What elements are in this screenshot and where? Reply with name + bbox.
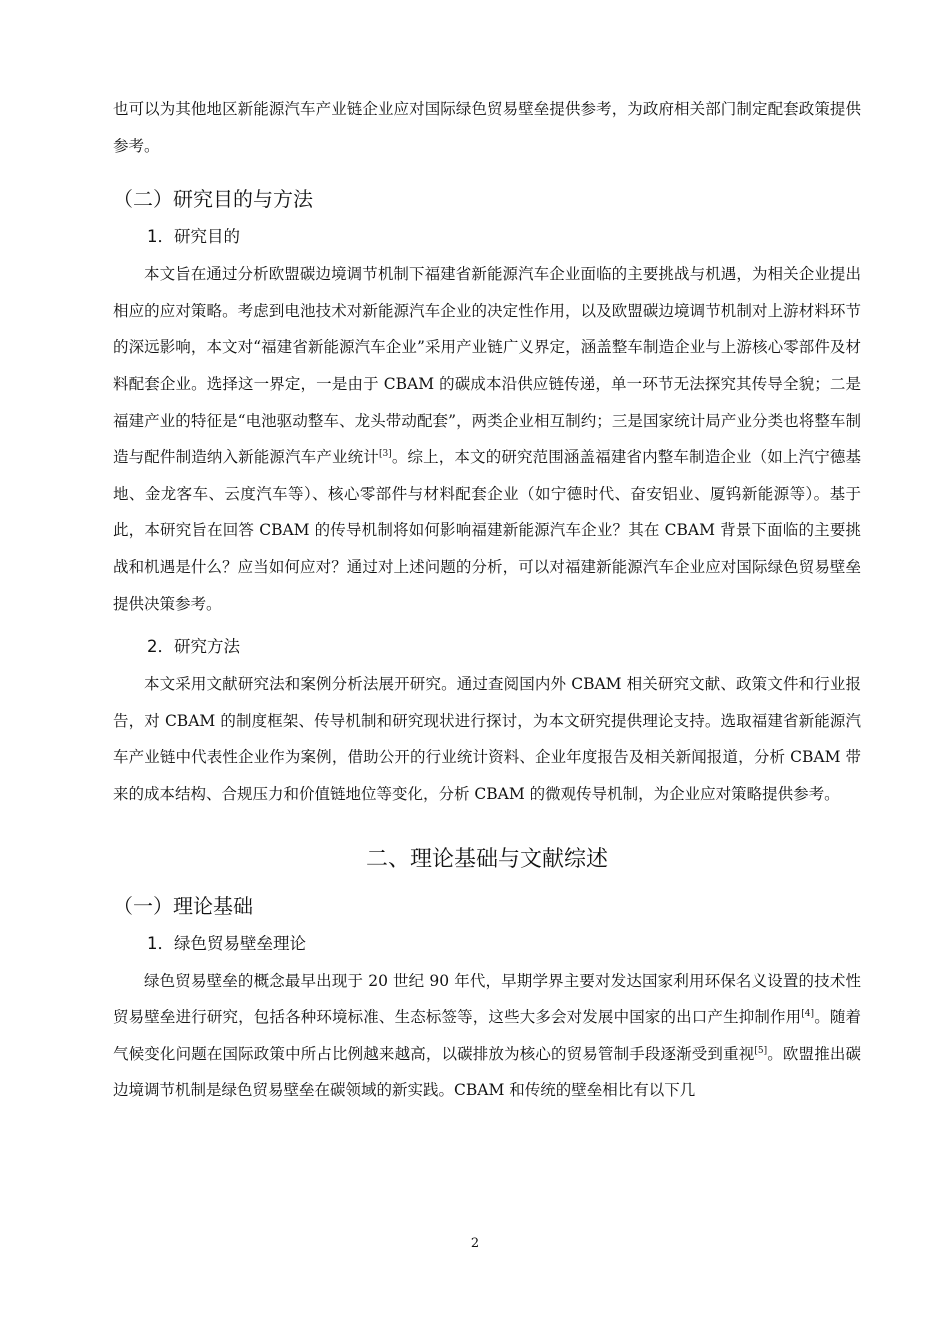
paragraph-green-trade-barrier [113,963,861,1109]
paragraph-research-purpose [113,256,861,622]
section-heading-theory-basis: （一）理论基础 [113,893,253,918]
subheading-green-trade-barrier-theory: 1．绿色贸易壁垒理论 [147,933,306,953]
citation-ref: [4] [801,1008,815,1019]
text-run: 。综上，本文的研究范围涵盖福建省内整车制造企业（如上汽宁德基地、金龙客车、云度汽车等）、核心零部件与材料配套企业（如宁德时代、奋安铝业、厦钨新能源等）。基于此，本研究旨在回答 CBAM 的传导机制将如何影响福建新能源汽车企业？其在 CBAM 背景下面临的主要挑战和机遇是什么？应当如何应对？通过对上述问题的分析，可以对福建新能源汽车企业应对国际绿色贸易壁垒提供决策参考。 [113,448,861,613]
subheading-research-purpose: 1．研究目的 [147,227,240,247]
citation-ref: [3] [378,449,392,459]
text-run: 。随着气候变化问题在国际政策中所占比例越来越高，以碳排放为核心的贸易管制手段逐渐受到重视 [113,1008,861,1063]
page-number: 2 [470,1236,480,1251]
page-content [113,91,861,1109]
text-run: 绿色贸易壁垒的概念最早出现于 20 世纪 90 年代，早期学界主要对发达国家利用环保名义设置的技术性贸易壁垒进行研究，包括各种环境标准、生态标签等，这些大多会对发展中国家的出口产生抑制作用 [113,971,861,1027]
chapter-heading-theory-literature: 二、理论基础与文献综述 [365,846,608,872]
subheading-research-method: 2．研究方法 [147,637,240,657]
citation-ref: [5] [754,1045,768,1056]
paragraph-research-method: 本文采用文献研究法和案例分析法展开研究。通过查阅国内外 CBAM 相关研究文献、政策文件和行业报告，对 CBAM 的制度框架、传导机制和研究现状进行探讨，为本文研究提供理论支持。选取福建省新能源汽车产业链中代表性企业作为案例，借助公开的行业统计资料、企业年度报告及相关新闻报道，分析 CBAM 带来的成本结构、合规压力和价值链地位等变化，分析 CBAM 的微观传导机制，为企业应对策略提供参考。 [113,675,861,803]
text-run: 本文旨在通过分析欧盟碳边境调节机制下福建省新能源汽车企业面临的主要挑战与机遇，为相关企业提出相应的应对策略。考虑到电池技术对新能源汽车企业的决定性作用，以及欧盟碳边境调节机制对上游材料环节的深远影响，本文对“福建省新能源汽车企业”采用产业链广义界定，涵盖整车制造企业与上游核心零部件及材料配套企业。选择这一界定，一是由于 CBAM 的碳成本沿供应链传递，单一环节无法探究其传导全貌；二是福建产业的特征是“电池驱动整车、龙头带动配套”，两类企业相互制约；三是国家统计局产业分类也将整车制造与配件制造纳入新能源汽车产业统计 [113,265,861,467]
text-run: 。欧盟推出碳边境调节机制是绿色贸易壁垒在碳领域的新实践。CBAM 和传统的壁垒相比有以下几 [113,1044,861,1100]
paragraph-intro-continued: 也可以为其他地区新能源汽车产业链企业应对国际绿色贸易壁垒提供参考，为政府相关部门制定配套政策提供参考。 [113,100,861,155]
section-heading-research-purpose-method: （二）研究目的与方法 [113,187,313,212]
